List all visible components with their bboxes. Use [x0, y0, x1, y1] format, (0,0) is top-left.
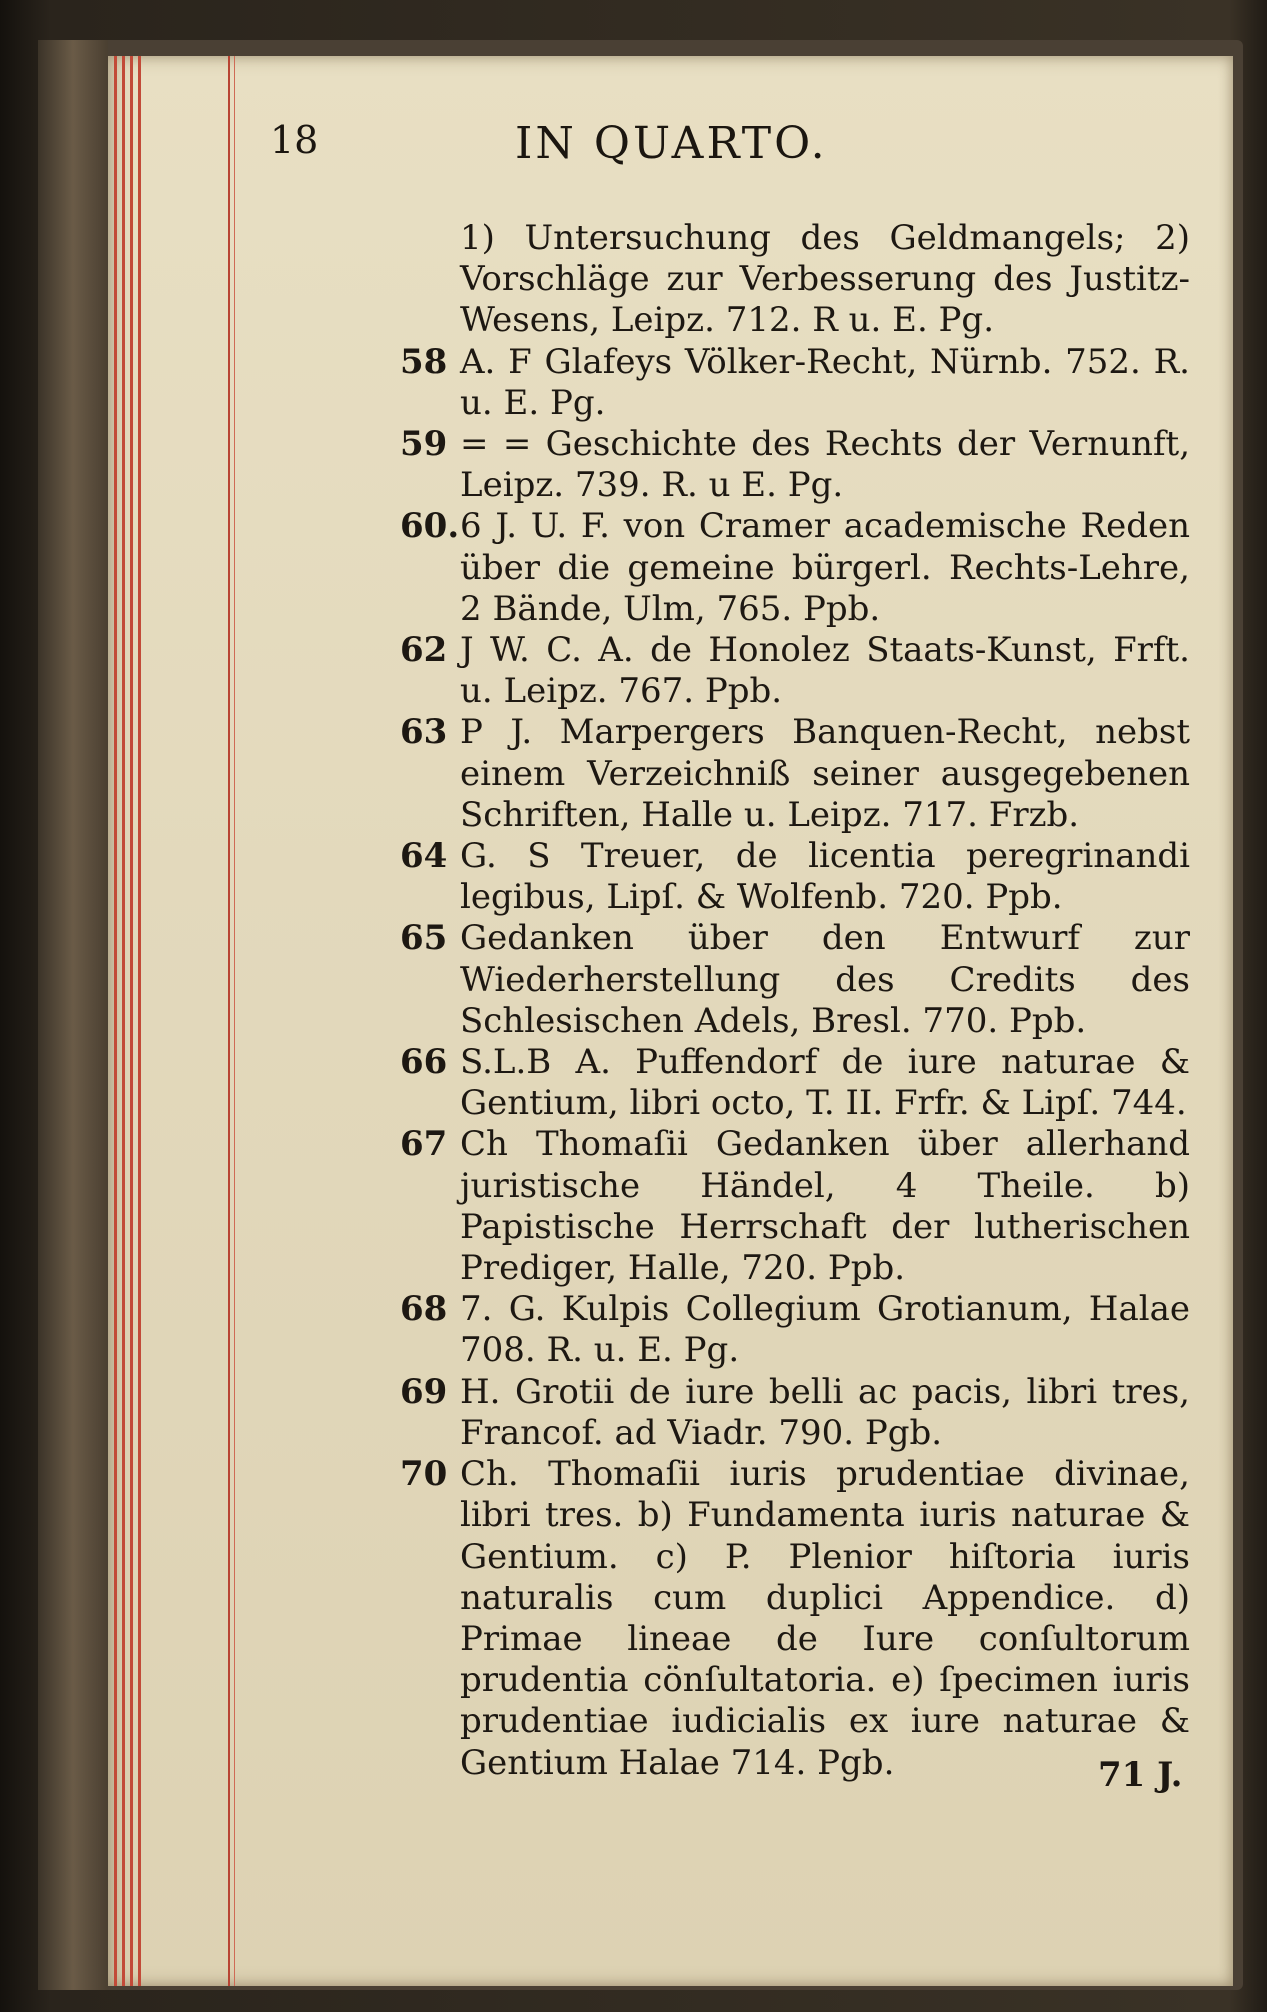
entry-number: 66 — [400, 1042, 448, 1083]
entry-number: 60. — [400, 506, 460, 547]
catalogue-entry — [400, 836, 1190, 918]
catalogue-entry — [400, 1042, 1190, 1124]
page-header — [270, 118, 1170, 188]
entry-text: Ch Thomaſii Gedanken über allerhand juristische Händel, 4 Theile. b) Papistische Herrschaft der lutherischen Prediger, Halle, 720. Ppb. — [460, 1124, 1190, 1289]
catalogue-entry — [400, 1124, 1190, 1289]
entry-text: P J. Marpergers Banquen-Recht, nebst einem Verzeichniß seiner ausgegebenen Schriften, Halle u. Leipz. 717. Frzb. — [460, 712, 1190, 835]
entry-text: S.L.B A. Puffendorf de iure naturae & Gentium, libri octo, T. II. Frfr. & Lipſ. 744. — [460, 1042, 1190, 1124]
running-title: IN QUARTO. — [515, 118, 828, 169]
entry-text: H. Grotii de iure belli ac pacis, libri tres, Francof. ad Viadr. 790. Pgb. — [460, 1371, 1190, 1453]
entry-text: A. F Glafeys Völker-Recht, Nürnb. 752. R. u. E. Pg. — [460, 341, 1190, 423]
catalogue-entry — [400, 1372, 1190, 1454]
catalogue-entry — [400, 1454, 1190, 1784]
page-number: 18 — [270, 118, 319, 162]
catalogue-entry — [400, 712, 1190, 836]
entry-number: 70 — [400, 1454, 448, 1495]
page-edge-red — [122, 56, 125, 1986]
entry-text: 7. G. Kulpis Collegium Grotianum, Halae 708. R. u. E. Pg. — [460, 1289, 1190, 1371]
entry-text: 6 J. U. F. von Cramer academische Reden über die gemeine bürgerl. Rechts-Lehre, 2 Bände, Ulm, 765. Ppb. — [460, 506, 1190, 629]
entry-text: Gedanken über den Entwurf zur Wiederherstellung des Credits des Schlesischen Adels, Bresl. 770. Ppb. — [460, 918, 1190, 1041]
entry-number: 68 — [400, 1289, 448, 1330]
entry-text: = = Geschichte des Rechts der Vernunft, Leipz. 739. R. u E. Pg. — [460, 424, 1190, 506]
entry-number: 65 — [400, 918, 448, 959]
entry-text: Ch. Thomaſii iuris prudentiae divinae, libri tres. b) Fundamenta iuris naturae & Gentium. c) P. Plenior hiſtoria iuris naturalis cum duplici Appendice. d) Primae lineae de Iure conſultorum prudentia cönſultatoria. e) ſpecimen iuris prudentiae iudicialis ex iure naturae & Gentium Halae 714. Pgb. — [460, 1454, 1190, 1783]
page-edge-red — [138, 56, 141, 1986]
page-margin-line — [234, 56, 235, 1986]
catalogue-entry — [400, 424, 1190, 506]
book-spine — [38, 40, 108, 1990]
page-margin-line — [228, 56, 230, 1986]
entry-number: 63 — [400, 712, 448, 753]
entry-number: 58 — [400, 341, 448, 382]
entry-number: 69 — [400, 1371, 448, 1412]
entry-number: 62 — [400, 630, 448, 671]
catalogue-entry — [400, 1289, 1190, 1371]
catchword: 71 J. — [1098, 1755, 1183, 1795]
entry-text: J W. C. A. de Honolez Staats-Kunst, Frft. u. Leipz. 767. Ppb. — [460, 630, 1190, 712]
entry-text: G. S Treuer, de licentia peregrinandi legibus, Lipſ. & Wolfenb. 720. Ppb. — [460, 836, 1190, 918]
entry-text: 1) Untersuchung des Geldmangels; 2) Vorschläge zur Verbesserung des Justitz-Wesens, Leipz. 712. R u. E. Pg. — [460, 218, 1190, 341]
catalogue-entry — [400, 218, 1190, 342]
page-edge-red — [130, 56, 133, 1986]
catalogue-entries — [400, 218, 1190, 1784]
catalogue-entry — [400, 918, 1190, 1042]
entry-number: 64 — [400, 836, 448, 877]
catalogue-entry — [400, 630, 1190, 712]
entry-number: 67 — [400, 1124, 448, 1165]
catalogue-entry — [400, 506, 1190, 630]
entry-number: 59 — [400, 424, 448, 465]
catalogue-entry — [400, 342, 1190, 424]
page-edge-red — [114, 56, 117, 1986]
